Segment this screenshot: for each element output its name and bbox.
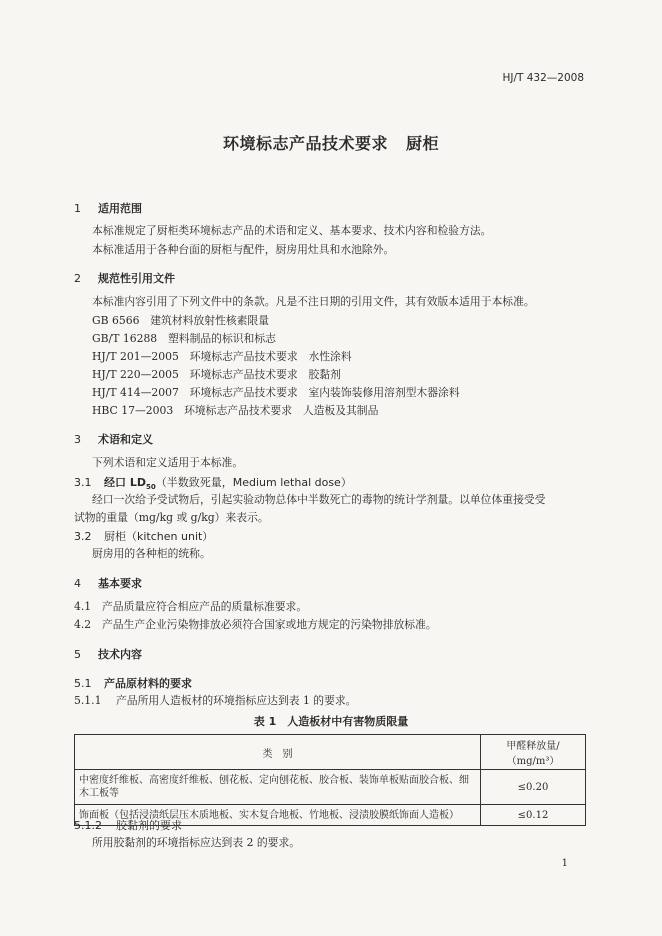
- numbered-item: 4.2 产品生产企业污染物排放必须符合国家或地方规定的污染物排放标准。: [74, 618, 437, 631]
- paragraph: 所用胶黏剂的环境指标应达到表 2 的要求。: [92, 836, 301, 849]
- paragraph: 本标准适用于各种台面的厨柜与配件，厨房用灶具和水池除外。: [92, 243, 395, 256]
- table-row: 中密度纤维板、高密度纤维板、刨花板、定向刨花板、胶合板、装饰单板贴面胶合板、细木工板等 ≤0.20: [75, 770, 586, 805]
- document-title: [0, 131, 662, 154]
- table-caption: 表 1 人造板材中有害物质限量: [253, 715, 409, 728]
- paragraph: 试物的重量（mg/kg 或 g/kg）来表示。: [74, 511, 269, 524]
- paragraph: 本标准规定了厨柜类环境标志产品的术语和定义、基本要求、技术内容和检验方法。: [92, 224, 492, 237]
- reference-item: HJ/T 201—2005 环境标志产品技术要求 水性涂料: [92, 350, 352, 363]
- subsection-heading: 5.1.2 胶黏剂的要求: [74, 819, 182, 832]
- subsection-heading: 5.1 产品原材料的要求: [74, 677, 192, 690]
- term-heading: 3.2 厨柜（kitchen unit）: [74, 530, 214, 543]
- reference-item: HJ/T 414—2007 环境标志产品技术要求 室内装饰装修用溶剂型木器涂料: [92, 386, 460, 399]
- table-header: 甲醛释放量/（mg/m³）: [481, 735, 586, 770]
- numbered-item: 4.1 产品质量应符合相应产品的质量标准要求。: [74, 600, 308, 613]
- section-heading: 3 术语和定义: [74, 433, 153, 446]
- standard-code: HJ/T 432—2008: [502, 72, 584, 84]
- page-number: 1: [561, 858, 568, 869]
- section-heading: 5 技术内容: [74, 648, 142, 661]
- reference-item: HJ/T 220—2005 环境标志产品技术要求 胶黏剂: [92, 368, 341, 381]
- title-main: 环境标志产品技术要求: [222, 134, 388, 153]
- title-sub: 厨柜: [406, 134, 440, 153]
- numbered-item: 5.1.1 产品所用人造板材的环境指标应达到表 1 的要求。: [74, 694, 357, 707]
- paragraph: 本标准内容引用了下列文件中的条款。凡是不注日期的引用文件，其有效版本适用于本标准。: [92, 295, 535, 308]
- reference-item: GB 6566 建筑材料放射性核素限量: [92, 314, 270, 327]
- term-heading: 3.1 经口 $LD_{50}$（半数致死量，Medium lethal dose）: [74, 476, 352, 492]
- table-row: 饰面板（包括浸渍纸层压木质地板、实木复合地板、竹地板、浸渍胶膜纸饰面人造板） ≤0.12: [75, 805, 586, 826]
- reference-item: GB/T 16288 塑料制品的标识和标志: [92, 332, 276, 345]
- reference-item: HBC 17—2003 环境标志产品技术要求 人造板及其制品: [92, 404, 379, 417]
- section-heading: 1 适用范围: [74, 202, 142, 215]
- paragraph: 下列术语和定义适用于本标准。: [92, 456, 244, 469]
- section-heading: 2 规范性引用文件: [74, 272, 175, 285]
- section-heading: 4 基本要求: [74, 577, 142, 590]
- table-header: 类 别: [75, 735, 481, 770]
- table-1: [74, 734, 586, 826]
- paragraph: 经口一次给予受试物后，引起实验动物总体中半数死亡的毒物的统计学剂量。以单位体重接受受: [92, 493, 546, 506]
- paragraph: 厨房用的各种柜的统称。: [92, 547, 211, 560]
